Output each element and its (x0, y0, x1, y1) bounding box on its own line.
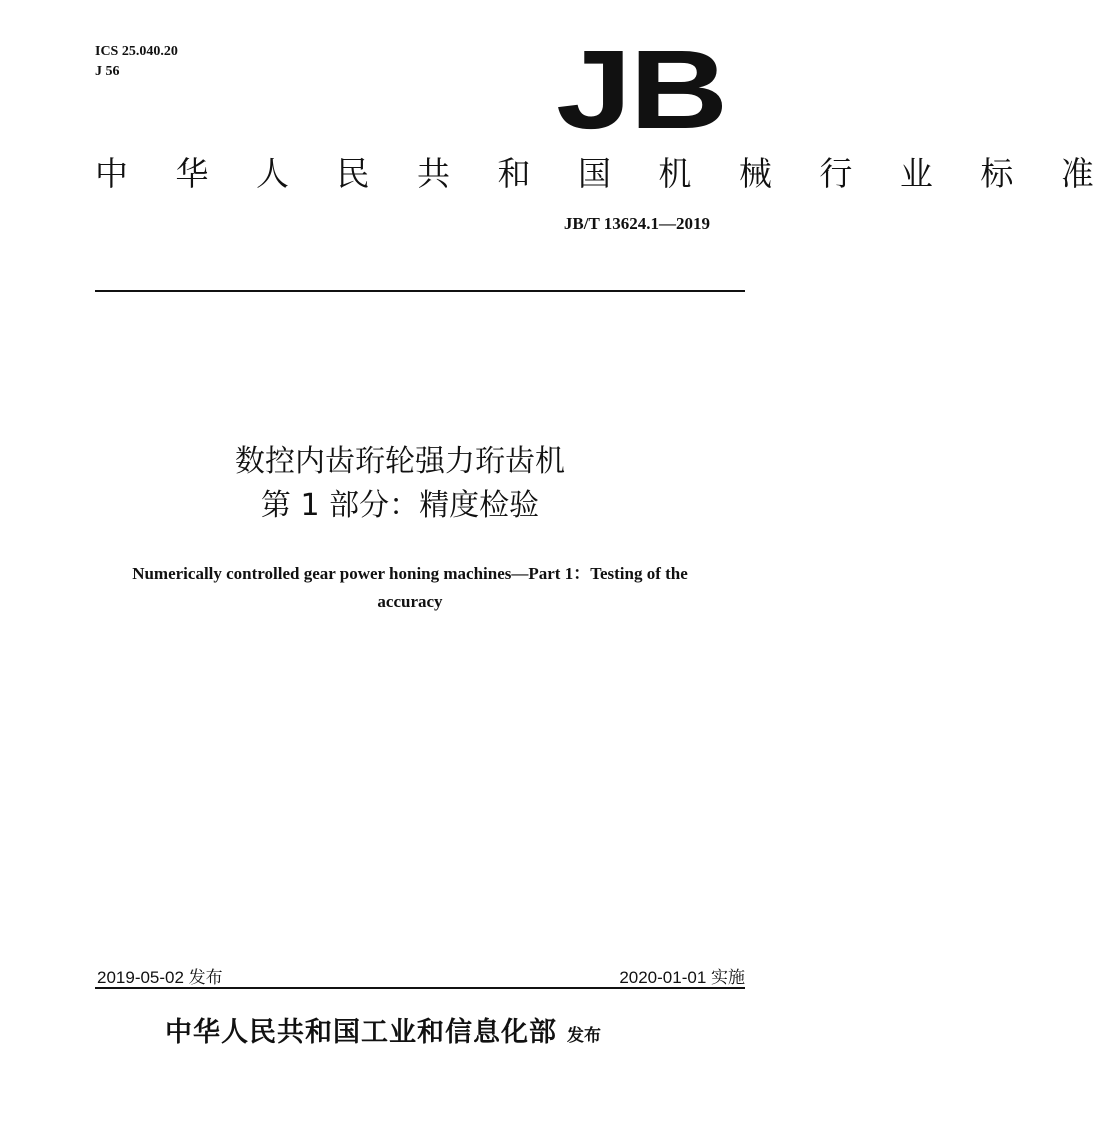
ccs-code: J 56 (95, 64, 120, 79)
jb-logo: JB (556, 27, 726, 152)
publish-label: 发布 (567, 1026, 601, 1046)
english-title-line-2: accuracy (377, 592, 443, 611)
issue-date: 2019-05-02 发布 (97, 968, 223, 987)
chinese-title-line-1: 数控内齿珩轮强力珩齿机 (235, 444, 565, 479)
english-title (90, 560, 730, 616)
ics-code: ICS 25.040.20 (95, 44, 178, 59)
implementation-date: 2020-01-01 实施 (619, 968, 745, 987)
publisher (165, 1010, 601, 1049)
classification-codes (95, 42, 178, 82)
chinese-title (0, 440, 800, 528)
publisher-name: 中华人民共和国工业和信息化部 (165, 1017, 557, 1048)
standard-number: JB/T 13624.1—2019 (563, 214, 710, 233)
top-divider (95, 290, 745, 292)
bottom-divider (95, 987, 745, 989)
english-title-line-1: Numerically controlled gear power honing machines—Part 1：Testing of the (132, 564, 688, 583)
standard-category: 中 华 人 民 共 和 国 机 械 行 业 标 准 (95, 154, 1112, 193)
chinese-title-line-2: 第 1 部分：精度检验 (260, 488, 540, 523)
